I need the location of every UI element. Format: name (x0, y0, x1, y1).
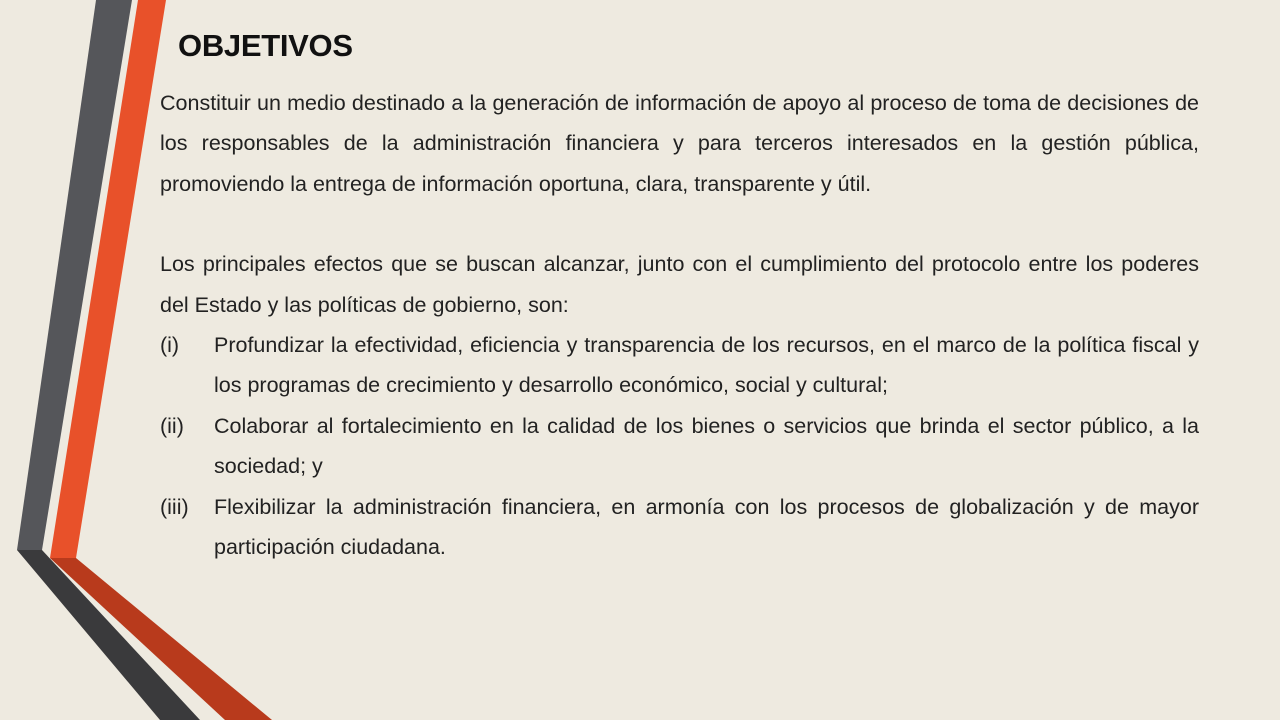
paragraph-spacer (160, 204, 1199, 244)
list-marker: (ii) (160, 413, 184, 438)
list-item-text: Flexibilizar la administración financiera, en armonía con los procesos de globalización y de mayor participación ciudadana. (214, 494, 1199, 560)
list-item (160, 325, 1199, 406)
list-item-text: Profundizar la efectividad, eficiencia y transparencia de los recursos, en el marco de la política fiscal y los programas de crecimiento y desarrollo económico, social y cultural; (214, 333, 1199, 398)
list-item (160, 406, 1199, 487)
slide-body (160, 83, 1199, 567)
list-marker: (iii) (160, 494, 189, 519)
list-item (160, 487, 1199, 568)
effects-list (160, 325, 1199, 567)
slide-title: OBJETIVOS (178, 28, 353, 63)
objective-paragraph: Constituir un medio destinado a la generación de información de apoyo al proceso de toma de decisiones de los responsables de la administración financiera y para terceros interesados en la gestión pública, promoviendo la entrega de información oportuna, clara, transparente y útil. (160, 91, 1199, 196)
list-marker: (i) (160, 333, 180, 358)
effects-intro-paragraph: Los principales efectos que se buscan alcanzar, junto con el cumplimiento del protocolo entre los poderes del Estado y las políticas de gobierno, son: (160, 252, 1199, 317)
list-item-text: Colaborar al fortalecimiento en la calidad de los bienes o servicios que brinda el sector público, a la sociedad; y (214, 413, 1199, 479)
dark-stripe-lower (17, 550, 200, 720)
